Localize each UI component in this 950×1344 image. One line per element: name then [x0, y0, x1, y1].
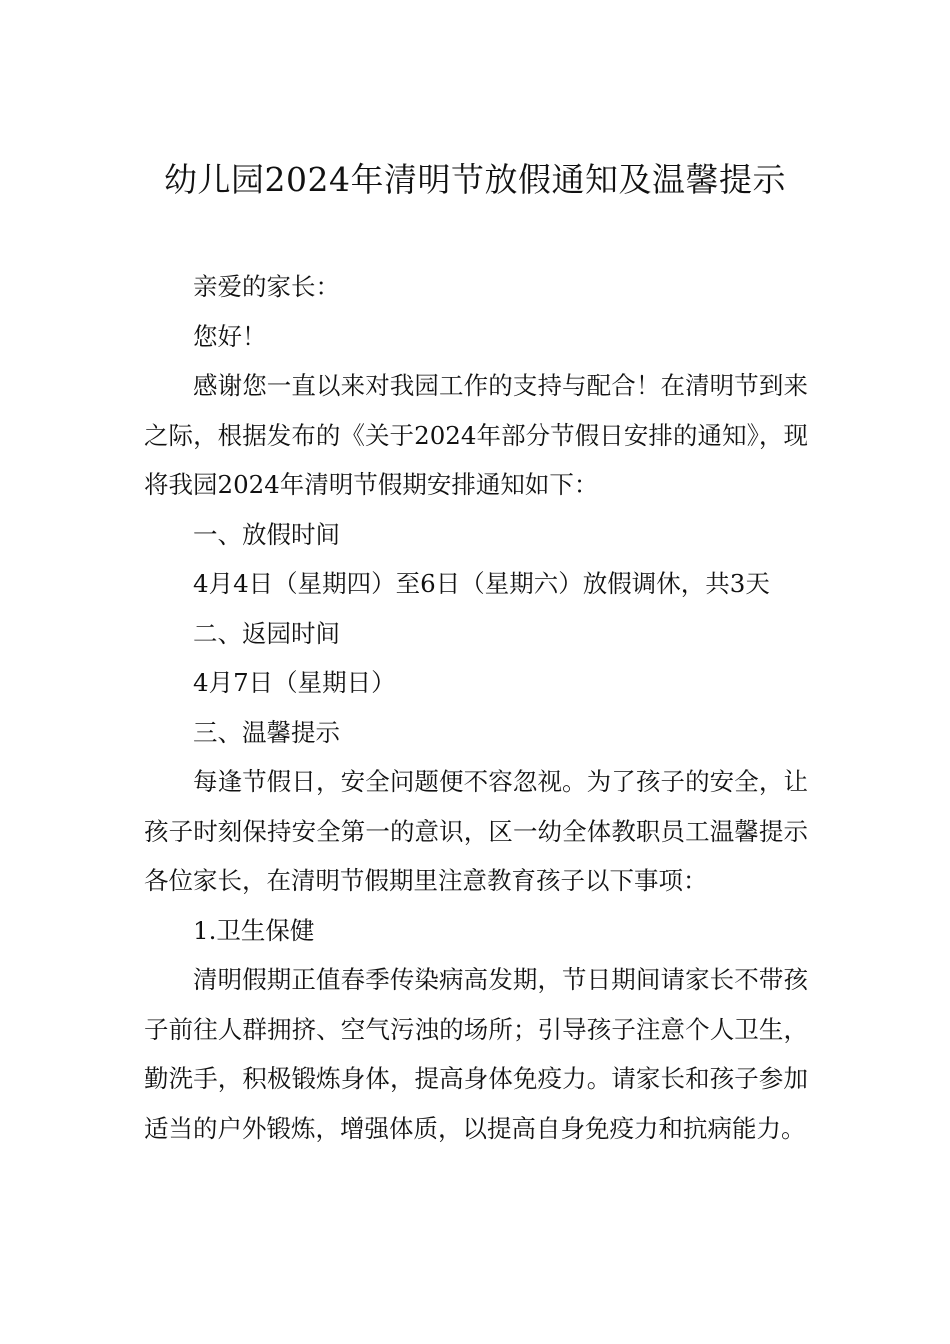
subheading-hygiene: 1.卫生保健 — [193, 915, 315, 945]
intro-paragraph: 感谢您一直以来对我园工作的支持与配合！在清明节到来之际，根据发布的《关于2024年部分节假日安排的通知》，现将我园2024年清明节假期安排通知如下： — [144, 371, 808, 499]
section-heading-tips: 三、温馨提示 — [193, 717, 340, 747]
return-time-text: 4月7日（星期日） — [193, 668, 396, 697]
tips-intro-paragraph: 每逢节假日，安全问题便不容忽视。为了孩子的安全，让孩子时刻保持安全第一的意识，区一幼全体教职员工温馨提示各位家长，在清明节假期里注意教育孩子以下事项： — [144, 767, 808, 895]
holiday-time-text: 4月4日（星期四）至6日（星期六）放假调休，共3天 — [193, 569, 770, 598]
document-body — [144, 262, 808, 1153]
hygiene-paragraph: 清明假期正值春季传染病高发期，节日期间请家长不带孩子前往人群拥挤、空气污浊的场所；引导孩子注意个人卫生，勤洗手，积极锻炼身体，提高身体免疫力。请家长和孩子参加适当的户外锻炼，增强体质，以提高自身免疫力和抗病能力。 — [144, 965, 808, 1143]
greeting: 您好！ — [193, 321, 267, 351]
section-heading-holiday-time: 一、放假时间 — [193, 519, 340, 549]
document-title: 幼儿园2024年清明节放假通知及温馨提示 — [164, 160, 786, 199]
salutation: 亲爱的家长： — [193, 272, 340, 301]
section-heading-return-time: 二、返园时间 — [193, 618, 340, 648]
